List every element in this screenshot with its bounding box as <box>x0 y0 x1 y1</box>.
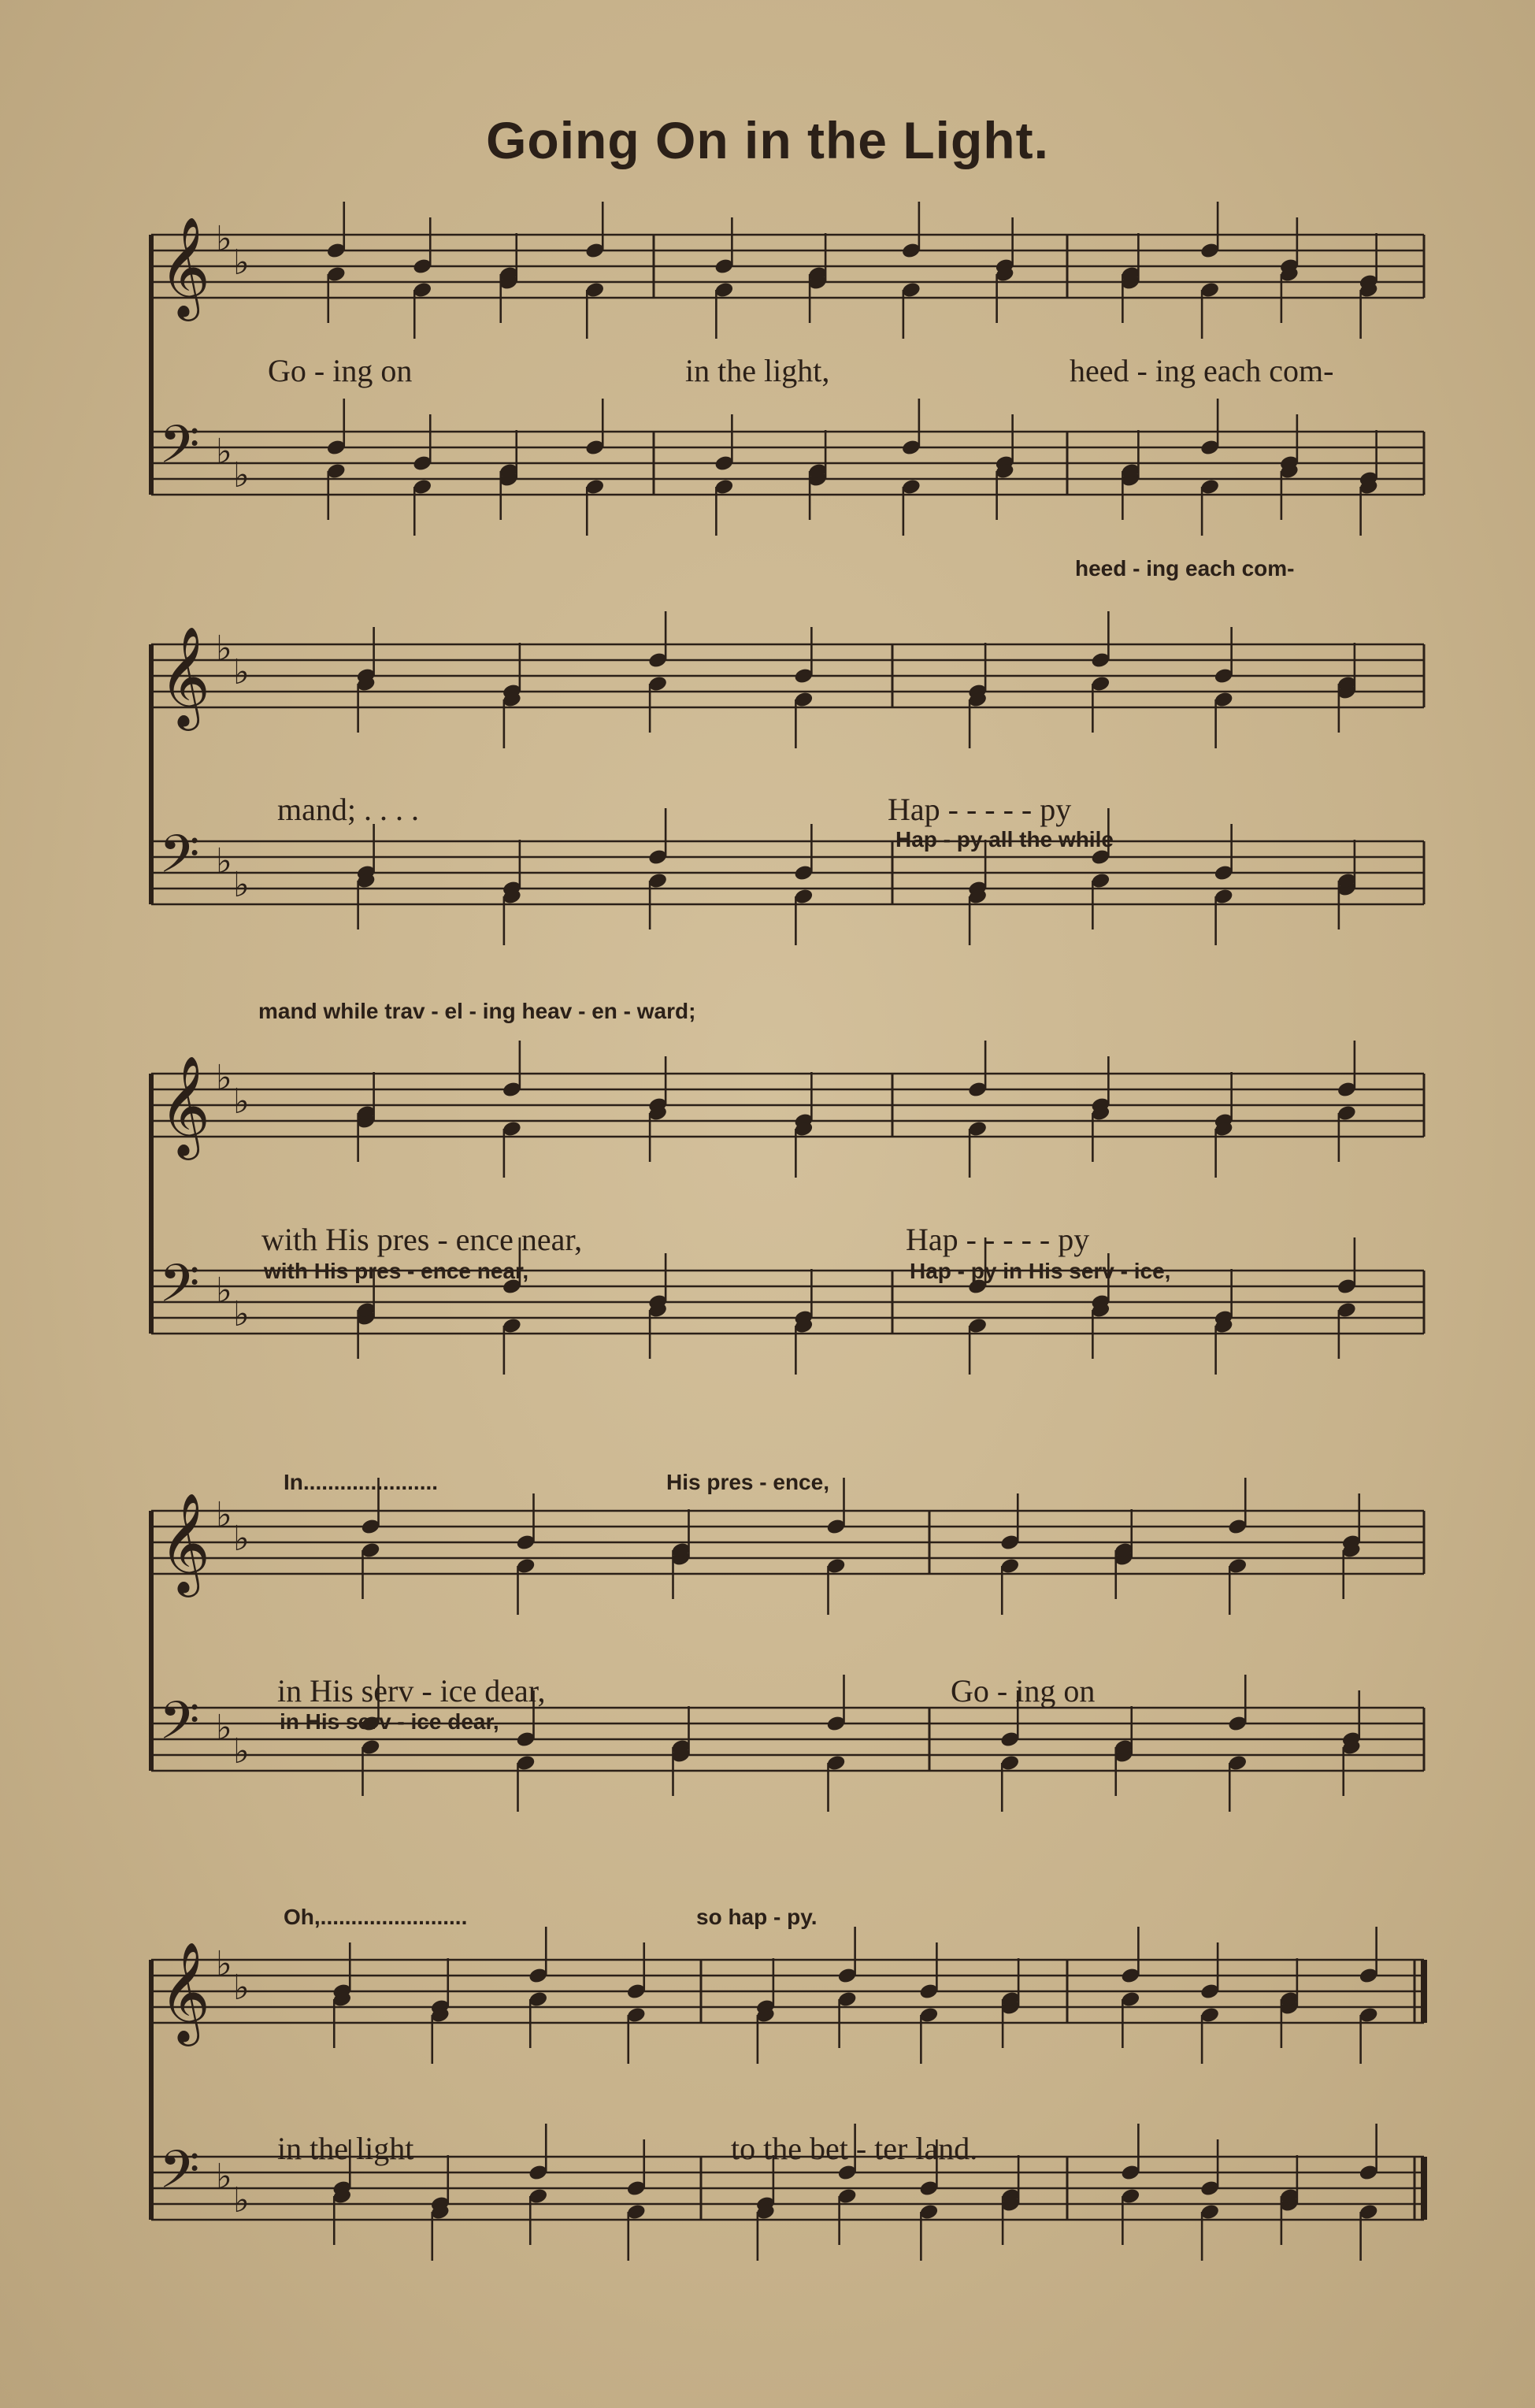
flat-icon: ♭ <box>233 1968 250 2008</box>
lyric-s1-c: heed - ing each com- <box>1070 353 1334 388</box>
flat-icon: ♭ <box>233 1082 250 1122</box>
lyric-s2-a: mand; . . . . <box>277 792 419 827</box>
bass-clef-icon: 𝄢 <box>159 1253 200 1326</box>
bass-clef-icon: 𝄢 <box>159 1690 200 1764</box>
treble-clef-icon: 𝄞 <box>159 1055 211 1156</box>
flat-icon: ♭ <box>233 652 250 692</box>
lyric-s2-b: Hap - - - - - py <box>888 792 1072 827</box>
flat-icon: ♭ <box>233 865 250 905</box>
bass-staff <box>151 808 1424 945</box>
lyric-s3-b: with His pres - ence near, <box>264 1259 529 1283</box>
bass-clef-icon: 𝄢 <box>159 2139 200 2213</box>
flat-icon: ♭ <box>233 1731 250 1772</box>
flat-icon: ♭ <box>233 243 250 283</box>
music-system-2 <box>0 625 1535 1071</box>
flat-icon: ♭ <box>216 432 232 472</box>
flat-icon: ♭ <box>216 1708 232 1748</box>
treble-clef-icon: 𝄞 <box>159 216 211 317</box>
flat-icon: ♭ <box>216 2157 232 2197</box>
music-system-3 <box>0 1055 1535 1501</box>
treble-staff <box>151 611 1424 748</box>
lyric-s3-c: Hap - - - - - py <box>906 1222 1090 1257</box>
flat-icon: ♭ <box>216 841 232 881</box>
lyric-s5-b: to the bet - ter land. <box>731 2131 978 2166</box>
music-system-1 <box>0 216 1535 662</box>
lyric-s3-d: Hap - py in His serv - ice, <box>910 1259 1171 1283</box>
lyric-s1-lower: heed - ing each com- <box>1075 556 1295 581</box>
treble-staff <box>151 1041 1424 1178</box>
lyric-s3-lower-a: In...................... <box>284 1470 439 1494</box>
lyric-s2-c: Hap - py all the while <box>895 827 1114 852</box>
flat-icon: ♭ <box>216 219 232 259</box>
flat-icon: ♭ <box>216 1058 232 1098</box>
flat-icon: ♭ <box>233 1519 250 1559</box>
lyric-s1-b: in the light, <box>685 353 830 388</box>
flat-icon: ♭ <box>216 629 232 669</box>
treble-clef-icon: 𝄞 <box>159 1492 211 1593</box>
final-bar-thick <box>1421 2157 1427 2220</box>
lyric-s4-lower-b: so hap - py. <box>696 1905 818 1929</box>
hymn-title: Going On in the Light. <box>486 111 1049 169</box>
flat-icon: ♭ <box>233 455 250 495</box>
bass-staff <box>151 399 1424 536</box>
flat-icon: ♭ <box>216 1944 232 1984</box>
flat-icon: ♭ <box>216 1271 232 1311</box>
lyric-s4-a: in His serv - ice dear, <box>277 1673 546 1709</box>
treble-staff <box>151 1478 1424 1615</box>
treble-staff <box>151 202 1424 339</box>
lyric-s4-c: Go - ing on <box>951 1673 1096 1709</box>
lyric-s4-b: in His serv - ice dear, <box>280 1709 499 1734</box>
lyric-s3-a: with His pres - ence near, <box>261 1222 583 1257</box>
lyric-s5-a: in the light <box>277 2131 414 2166</box>
lyric-s4-lower-a: Oh,........................ <box>284 1905 468 1929</box>
flat-icon: ♭ <box>233 1294 250 1334</box>
flat-icon: ♭ <box>216 1495 232 1535</box>
music-system-4 <box>0 1492 1535 1938</box>
final-bar-thick <box>1421 1960 1427 2023</box>
flat-icon: ♭ <box>233 2180 250 2221</box>
treble-staff <box>151 1927 1424 2064</box>
lyric-s1-a: Go - ing on <box>268 353 413 388</box>
treble-clef-icon: 𝄞 <box>159 1941 211 2042</box>
treble-clef-icon: 𝄞 <box>159 625 211 726</box>
bass-clef-icon: 𝄢 <box>159 414 200 488</box>
bass-clef-icon: 𝄢 <box>159 824 200 897</box>
lyric-s3-lower-b: His pres - ence, <box>666 1470 829 1494</box>
lyric-s2-lower: mand while trav - el - ing heav - en - ward; <box>258 999 696 1023</box>
